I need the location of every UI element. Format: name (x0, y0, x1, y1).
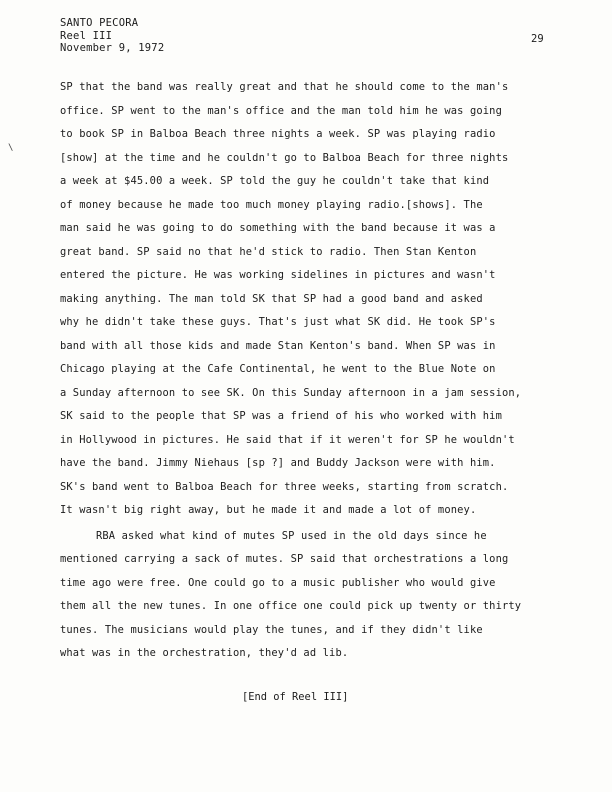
text-line: to book SP in Balboa Beach three nights a week. SP was playing radio (60, 128, 496, 140)
text-line: Chicago playing at the Cafe Continental, he went to the Blue Note on (60, 363, 496, 375)
text-line: SP that the band was really great and that he should come to the man's (60, 81, 509, 93)
text-line: office. SP went to the man's office and the man told him he was going (60, 104, 502, 117)
paragraph-1 (60, 76, 595, 523)
text-line: [show] at the time and he couldn't go to Balboa Beach for three nights (60, 151, 509, 164)
text-line: band with all those kids and made Stan Kenton's band. When SP was in (60, 339, 496, 352)
text-line: a Sunday afternoon to see SK. On this Sunday afternoon in a jam session, (60, 386, 522, 399)
text-line: entered the picture. He was working sidelines in pictures and wasn't (60, 269, 496, 281)
text-line: what was in the orchestration, they'd ad lib. (60, 647, 349, 659)
text-line: It wasn't big right away, but he made it and made a lot of money. (60, 504, 477, 516)
text-line: why he didn't take these guys. That's just what SK did. He took SP's (60, 316, 496, 328)
text-line: SK said to the people that SP was a friend of his who worked with him (60, 410, 502, 422)
text-line: SK's band went to Balboa Beach for three weeks, starting from scratch. (60, 480, 509, 493)
paragraph-2 (60, 525, 595, 666)
text-line: tunes. The musicians would play the tunes, and if they didn't like (60, 623, 483, 636)
margin-mark: \ (8, 143, 14, 153)
end-of-reel-note: [End of Reel III] (242, 691, 349, 703)
page-number: 29 (531, 33, 544, 45)
text-line: time ago were free. One could go to a music publisher who would give (60, 576, 496, 589)
text-line: RBA asked what kind of mutes SP used in the old days since he (96, 529, 487, 542)
text-line: great band. SP said no that he'd stick to radio. Then Stan Kenton (60, 245, 477, 258)
text-line: them all the new tunes. In one office one could pick up twenty or thirty (60, 600, 522, 612)
header-date: November 9, 1972 (60, 42, 165, 54)
text-line: man said he was going to do something with the band because it was a (60, 222, 496, 234)
header-name: SANTO PECORA (60, 17, 139, 29)
text-line: making anything. The man told SK that SP had a good band and asked (60, 292, 483, 305)
text-line: a week at $45.00 a week. SP told the guy he couldn't take that kind (60, 175, 490, 187)
text-line: have the band. Jimmy Niehaus [sp ?] and Buddy Jackson were with him. (60, 457, 496, 469)
text-line: of money because he made too much money playing radio.[shows]. The (60, 198, 483, 211)
page-header (60, 17, 164, 55)
header-reel: Reel III (60, 29, 113, 42)
text-line: mentioned carrying a sack of mutes. SP said that orchestrations a long (60, 553, 509, 565)
text-line: in Hollywood in pictures. He said that if it weren't for SP he wouldn't (60, 433, 515, 446)
transcript-body (60, 76, 595, 666)
